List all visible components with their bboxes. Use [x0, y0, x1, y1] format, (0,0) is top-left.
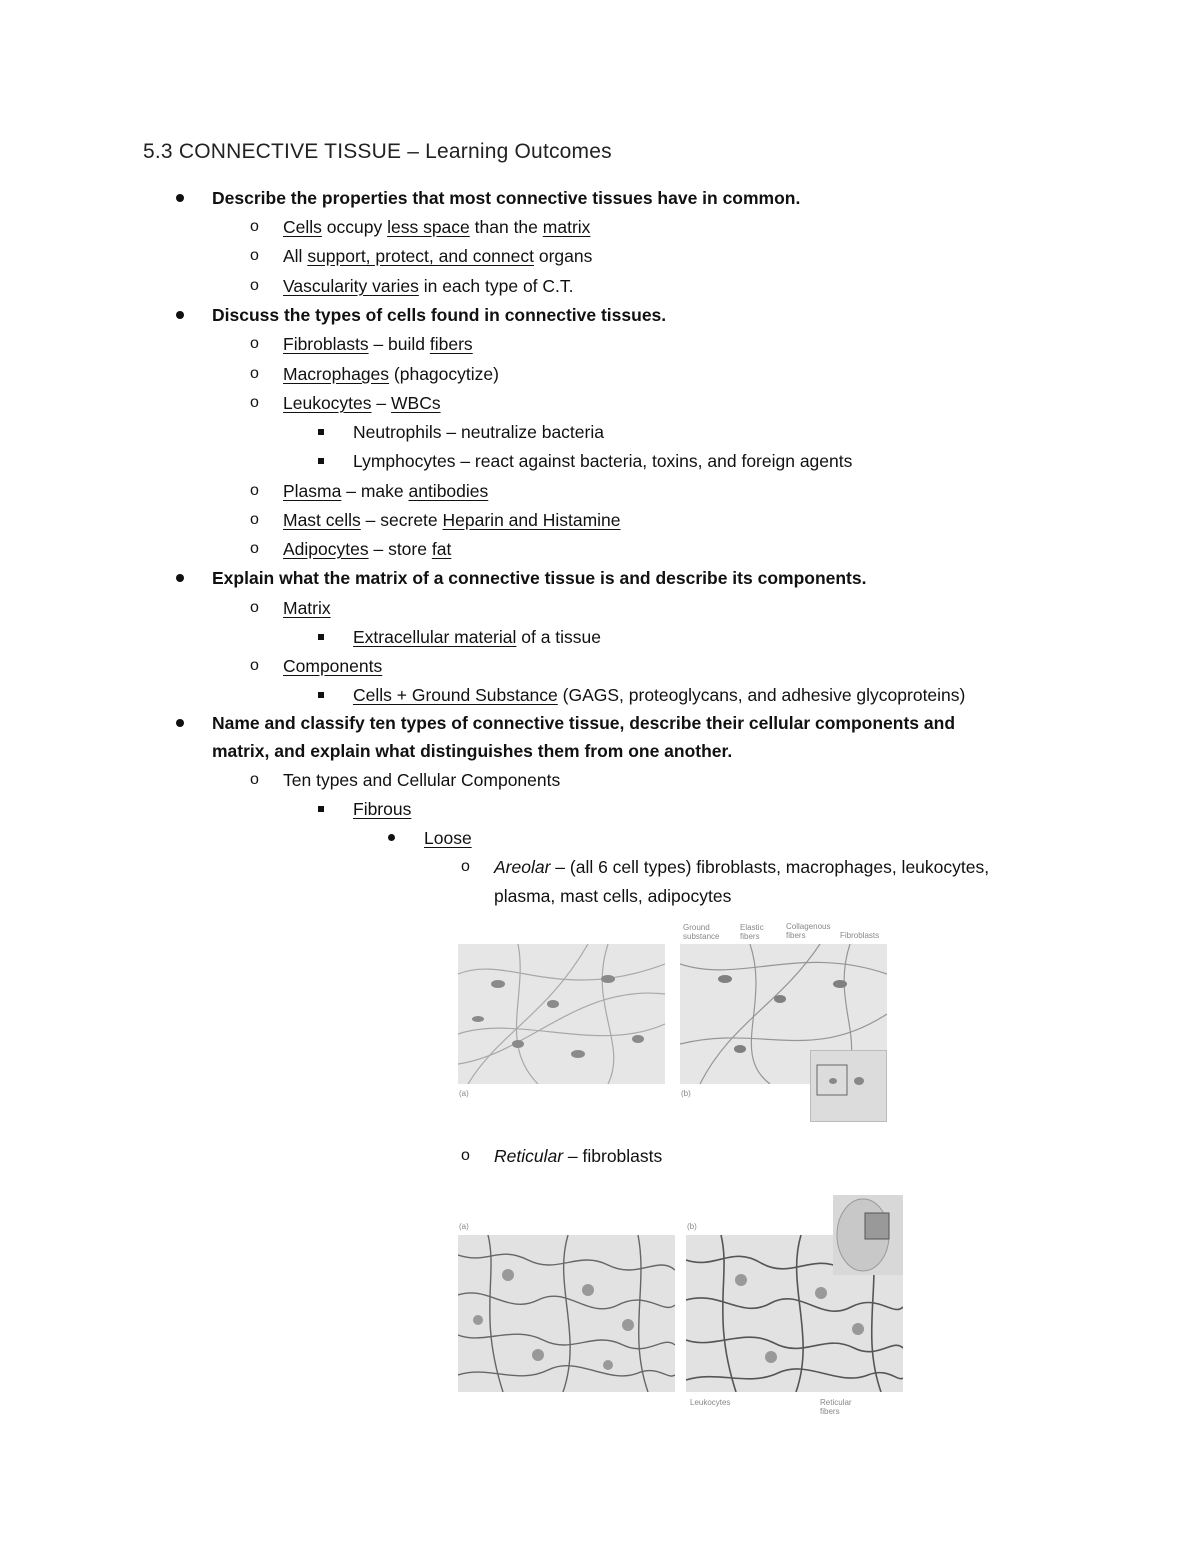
circle-bullet-icon: o: [461, 1147, 470, 1164]
label-leukocytes: Leukocytes: [690, 1398, 731, 1407]
reticular-micrograph-left: [458, 1235, 675, 1392]
circle-bullet-icon: o: [250, 540, 259, 557]
circle-bullet-icon: o: [250, 218, 259, 235]
bullet-dot-icon: [176, 719, 184, 727]
circle-bullet-icon: o: [250, 394, 259, 411]
areolar-inset: [810, 1050, 887, 1122]
circle-bullet-icon: o: [250, 771, 259, 788]
areolar-item-line-2: plasma, mast cells, adipocytes: [494, 886, 732, 906]
bullet-dot-icon: [388, 834, 395, 841]
outcome-1-point-1: Cells occupy less space than the matrix: [283, 217, 591, 237]
circle-bullet-icon: o: [250, 511, 259, 528]
reticular-inset-texture: [833, 1195, 903, 1275]
label-collagenous-fibers: Collagenous fibers: [786, 922, 831, 940]
extracellular-item: Extracellular material of a tissue: [353, 627, 602, 647]
leukocytes-item: Leukocytes – WBCs: [283, 393, 441, 413]
ten-types-item: Ten types and Cellular Components: [283, 770, 561, 790]
loose-item: Loose: [424, 828, 472, 848]
areolar-micrograph-left: [458, 944, 665, 1084]
circle-bullet-icon: o: [250, 277, 259, 294]
mast-cells-item: Mast cells – secrete Heparin and Histamine: [283, 510, 621, 530]
label-ground-substance: Ground substance: [683, 923, 720, 941]
circle-bullet-icon: o: [250, 365, 259, 382]
square-bullet-icon: [318, 458, 324, 464]
areolar-item-line-1: Areolar – (all 6 cell types) fibroblasts, macrophages, leukocytes,: [494, 857, 990, 877]
macrophages-item: Macrophages (phagocytize): [283, 364, 499, 384]
circle-bullet-icon: o: [250, 482, 259, 499]
areolar-right-caption: (b): [681, 1089, 691, 1098]
reticular-inset: [833, 1195, 903, 1275]
areolar-left-caption: (a): [459, 1089, 469, 1098]
matrix-item: Matrix: [283, 598, 331, 618]
outcome-4-heading-line-1: Name and classify ten types of connective tissue, describe their cellular components and: [212, 713, 956, 733]
bullet-dot-icon: [176, 311, 184, 319]
components-item: Components: [283, 656, 383, 676]
square-bullet-icon: [318, 692, 324, 698]
lymphocytes-item: Lymphocytes – react against bacteria, toxins, and foreign agents: [353, 451, 853, 471]
plasma-item: Plasma – make antibodies: [283, 481, 489, 501]
cells-ground-substance-item: Cells + Ground Substance (GAGS, proteoglycans, and adhesive glycoproteins): [353, 685, 966, 705]
circle-bullet-icon: o: [461, 858, 470, 875]
fibroblasts-item: Fibroblasts – build fibers: [283, 334, 473, 354]
square-bullet-icon: [318, 806, 324, 812]
label-fibroblasts: Fibroblasts: [840, 931, 880, 940]
bullet-dot-icon: [176, 574, 184, 582]
circle-bullet-icon: o: [250, 657, 259, 674]
label-elastic-fibers: Elastic fibers: [740, 923, 764, 941]
circle-bullet-icon: o: [250, 599, 259, 616]
label-reticular-fibers: Reticular fibers: [820, 1398, 852, 1416]
reticular-item: Reticular – fibroblasts: [494, 1146, 663, 1166]
circle-bullet-icon: o: [250, 247, 259, 264]
outcome-1-heading: Describe the properties that most connective tissues have in common.: [212, 188, 801, 208]
adipocytes-item: Adipocytes – store fat: [283, 539, 452, 559]
outcome-2-heading: Discuss the types of cells found in connective tissues.: [212, 305, 667, 325]
outcome-1-point-3: Vascularity varies in each type of C.T.: [283, 276, 574, 296]
circle-bullet-icon: o: [250, 335, 259, 352]
square-bullet-icon: [318, 634, 324, 640]
outcome-3-heading: Explain what the matrix of a connective tissue is and describe its components.: [212, 568, 867, 588]
reticular-right-caption: (b): [687, 1222, 697, 1231]
outcome-4-heading-line-2: matrix, and explain what distinguishes them from one another.: [212, 741, 733, 761]
areolar-texture-left: [458, 944, 665, 1084]
reticular-texture-left: [458, 1235, 675, 1392]
neutrophils-item: Neutrophils – neutralize bacteria: [353, 422, 604, 442]
square-bullet-icon: [318, 429, 324, 435]
fibrous-item: Fibrous: [353, 799, 412, 819]
areolar-inset-texture: [811, 1051, 886, 1121]
outcome-1-point-2: All support, protect, and connect organs: [283, 246, 593, 266]
reticular-left-caption: (a): [459, 1222, 469, 1231]
bullet-dot-icon: [176, 194, 184, 202]
page-title: 5.3 CONNECTIVE TISSUE – Learning Outcomes: [143, 140, 612, 163]
